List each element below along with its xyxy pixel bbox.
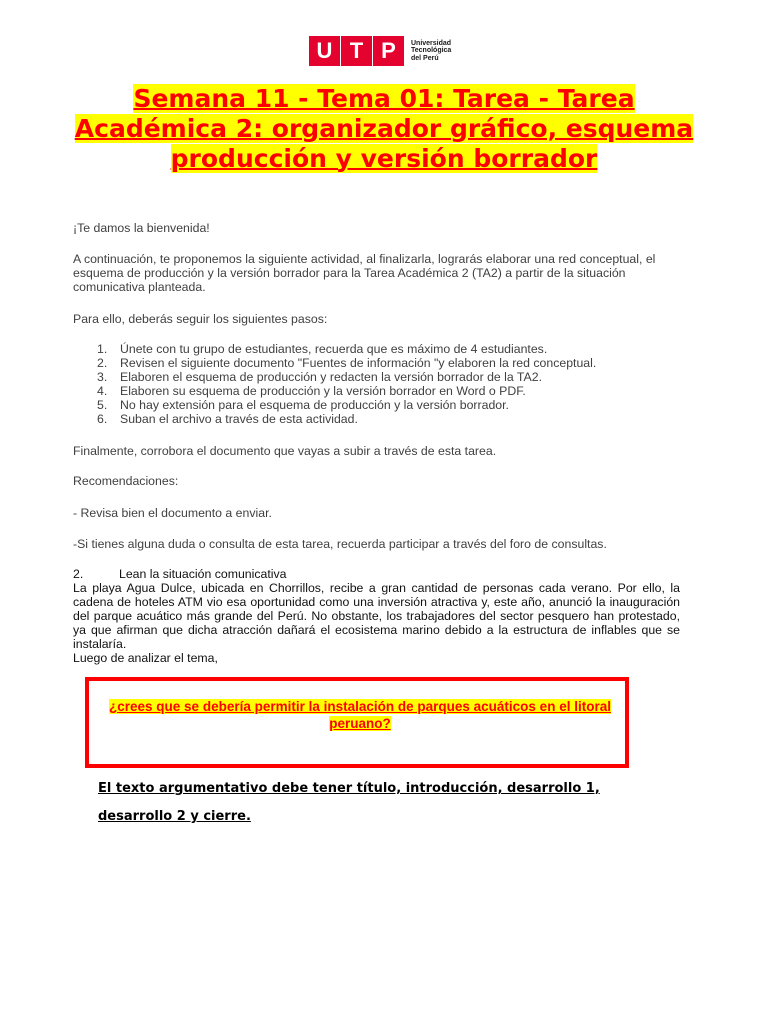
steps-intro: Para ello, deberás seguir los siguientes pasos: [73, 312, 328, 326]
steps-list [73, 342, 596, 426]
logo-letter-p: P [373, 36, 404, 66]
utp-logo [309, 36, 471, 66]
list-item: 1. Únete con tu grupo de estudiantes, recuerda que es máximo de 4 estudiantes. [97, 342, 548, 356]
recommendation-1: - Revisa bien el documento a enviar. [73, 506, 272, 520]
title-text: Semana 11 - Tema 01: Tarea - Tarea Académica 2: organizador gráfico, esquema producción y versión borrador [74, 84, 694, 173]
recommendations-title: Recomendaciones: [73, 474, 179, 488]
page-title [70, 84, 698, 174]
logo-letter-t: T [341, 36, 372, 66]
list-item: 5. No hay extensión para el esquema de producción y la versión borrador. [97, 398, 509, 412]
requirement-line-2: desarrollo 2 y cierre. [98, 809, 251, 824]
welcome-text: ¡Te damos la bienvenida! [73, 221, 210, 235]
final-note: Finalmente, corrobora el documento que vayas a subir a través de esta tarea. [73, 444, 497, 458]
situation-section [73, 567, 680, 665]
situation-after: Luego de analizar el tema, [73, 651, 218, 665]
list-item: 2. Revisen el siguiente documento "Fuentes de información "y elaboren la red conceptual. [97, 356, 597, 370]
logo-wordmark: Universidad Tecnológica del Perú [411, 39, 452, 62]
requirement-line-1: El texto argumentativo debe tener título, introducción, desarrollo 1, [98, 781, 600, 796]
list-item: 6. Suban el archivo a través de esta actividad. [97, 412, 358, 426]
situation-body: La playa Agua Dulce, ubicada en Chorrillos, recibe a gran cantidad de personas cada verano. Por ello, la cadena de hoteles ATM vio esa oportunidad como una inversión atractiva y, este año, anunció la inauguración del parque acuático más grande del Perú. No obstante, los trabajadores del sector pesquero han protestado, ya que afirman que dicha atracción dañará el ecosistema marino debido a la estructura de inflables que se instalaría. [73, 581, 680, 651]
list-item: 4. Elaboren su esquema de producción y la versión borrador en Word o PDF. [97, 384, 526, 398]
intro-paragraph: A continuación, te proponemos la siguiente actividad, al finalizarla, lograrás elaborar una red conceptual, el esquema de producción y la versión borrador para la Tarea Académica 2 (TA2) a partir de la situación comunicativa planteada. [73, 252, 656, 294]
situation-heading: 2. Lean la situación comunicativa [73, 567, 287, 581]
recommendation-2: -Si tienes alguna duda o consulta de esta tarea, recuerda participar a través del foro de consultas. [73, 537, 607, 551]
list-item: 3. Elaboren el esquema de producción y redacten la versión borrador de la TA2. [97, 370, 542, 384]
question-text: ¿crees que se debería permitir la instalación de parques acuáticos en el litoral peruano? [109, 699, 611, 731]
logo-letter-u: U [309, 36, 340, 66]
